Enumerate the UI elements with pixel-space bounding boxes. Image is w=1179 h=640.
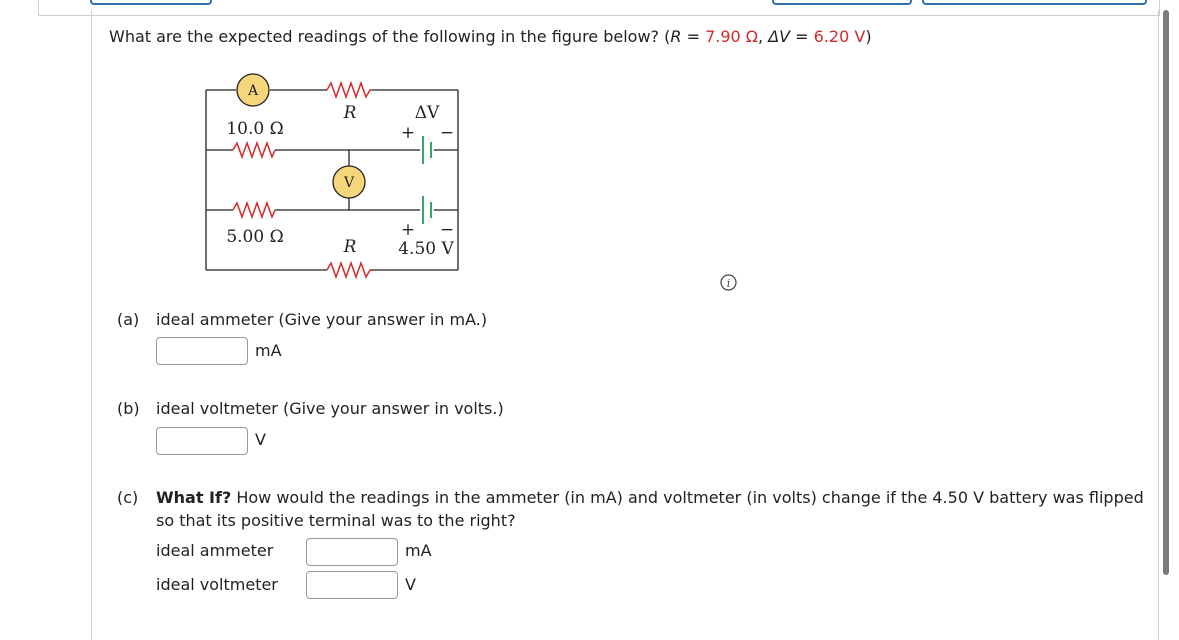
part-b-unit: V bbox=[255, 430, 266, 449]
top-tab-button[interactable] bbox=[922, 0, 1147, 5]
equals-sign: = bbox=[681, 27, 706, 46]
ideal-ammeter-label: ideal ammeter bbox=[156, 541, 274, 560]
question-prefix: What are the expected readings of the following in the figure below? ( bbox=[109, 27, 671, 46]
resistor-r-top bbox=[327, 83, 372, 97]
top-tab-button[interactable] bbox=[772, 0, 912, 5]
part-a-unit: mA bbox=[255, 341, 282, 360]
r-symbol: R bbox=[670, 27, 682, 46]
part-c-line1 bbox=[156, 488, 1144, 507]
resistor-r-bottom bbox=[327, 263, 372, 277]
battery-minus-label: − bbox=[439, 123, 455, 143]
part-c-ammeter-input[interactable] bbox=[306, 538, 398, 566]
ideal-voltmeter-label: ideal voltmeter bbox=[156, 575, 278, 594]
battery-450-label: 4.50 V bbox=[398, 239, 454, 259]
part-b-label: (b) bbox=[117, 399, 140, 418]
voltmeter-label: V bbox=[343, 175, 355, 191]
scrollbar-thumb[interactable] bbox=[1163, 10, 1169, 575]
battery2-plus-label: + bbox=[400, 220, 416, 240]
part-c-voltmeter-input[interactable] bbox=[306, 571, 398, 599]
res-10-label: 10.0 Ω bbox=[226, 119, 284, 139]
question-suffix: ) bbox=[865, 27, 872, 46]
what-if-bold: What If? bbox=[156, 488, 232, 507]
info-icon[interactable] bbox=[720, 274, 737, 291]
top-tab-button[interactable] bbox=[90, 0, 212, 5]
resistor-10 bbox=[233, 143, 275, 157]
part-b-text: ideal voltmeter (Give your answer in volts.) bbox=[156, 399, 504, 418]
dv-value: 6.20 V bbox=[813, 27, 866, 46]
res-5-label: 5.00 Ω bbox=[226, 227, 284, 247]
question-text bbox=[109, 27, 872, 46]
part-a-input[interactable] bbox=[156, 337, 248, 365]
part-c-ammeter-unit: mA bbox=[405, 541, 432, 560]
circuit-diagram bbox=[195, 70, 470, 285]
part-c-line1-text: How would the readings in the ammeter (in mA) and voltmeter (in volts) change if the 4.50 V battery was flipped bbox=[231, 488, 1144, 507]
part-c-line2: so that its positive terminal was to the right? bbox=[156, 511, 516, 530]
resistor-5 bbox=[233, 203, 275, 217]
dv-label: ΔV bbox=[414, 103, 440, 123]
battery2-minus-label: − bbox=[439, 220, 455, 240]
part-c-voltmeter-unit: V bbox=[405, 575, 416, 594]
part-b-input[interactable] bbox=[156, 427, 248, 455]
r-bottom-label: R bbox=[343, 237, 357, 257]
ammeter-label: A bbox=[247, 83, 259, 99]
r-value: 7.90 Ω bbox=[705, 27, 759, 46]
battery-plus-label: + bbox=[400, 123, 416, 143]
part-a-text: ideal ammeter (Give your answer in mA.) bbox=[156, 310, 488, 329]
part-c-label: (c) bbox=[117, 488, 139, 507]
part-a-label: (a) bbox=[117, 310, 140, 329]
equals-sign: = bbox=[790, 27, 814, 46]
separator: , bbox=[758, 27, 769, 46]
dv-symbol: ΔV bbox=[768, 27, 791, 46]
r-top-label: R bbox=[343, 103, 357, 123]
svg-text:i: i bbox=[726, 277, 731, 290]
